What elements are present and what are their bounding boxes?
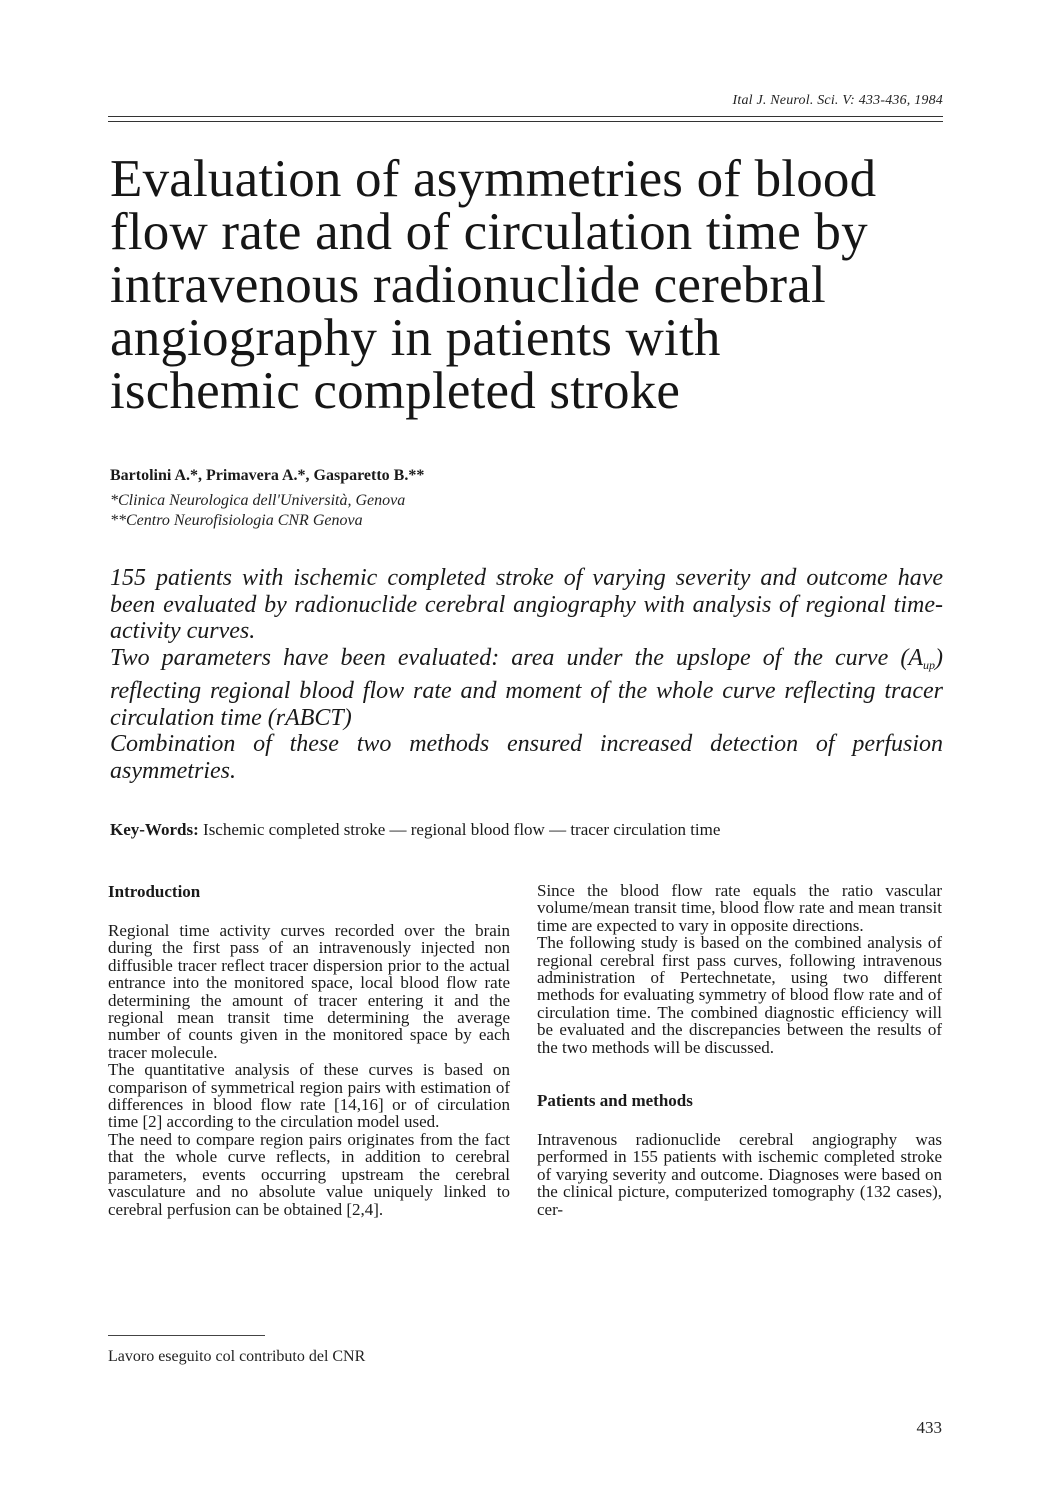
abstract-p2-start: Two parameters have been evaluated: area under the upslope of the curve (A — [110, 644, 923, 671]
title-line: ischemic completed stroke — [110, 362, 681, 420]
abstract-paragraph-3: Combination of these two methods ensured increased detection of perfusion asymmetries. — [110, 731, 943, 784]
introduction-paragraph: The quantitative analysis of these curves is based on comparison of symmetrical region pairs with estimation of differences in blood flow rate [14,16] or of circulation time [2] according to the circulation model used. — [108, 1060, 510, 1132]
page-number: 433 — [916, 1418, 942, 1437]
introduction-paragraph: The need to compare region pairs originates from the fact that the whole curve reflects, in addition to cerebral parameters, events occurring upstream the cerebral vasculature and no absolute value uniquely linked to cerebral perfusion can be obtained [2,4]. — [108, 1129, 510, 1219]
affiliation-1: *Clinica Neurologica dell'Università, Genova — [110, 492, 406, 509]
title-line: angiography in patients with — [110, 309, 721, 367]
footnote-rule — [108, 1335, 265, 1336]
right-column — [537, 882, 942, 1218]
patients-methods-heading: Patients and methods — [537, 1091, 693, 1111]
footnote: Lavoro eseguito col contributo del CNR — [108, 1348, 366, 1365]
body-paragraph: Intravenous radionuclide cerebral angiography was performed in 155 patients with ischemic completed stroke of varying severity and outcome. Diagnoses were based on the clinical picture, computerized tomography (132 cases), cer- — [537, 1130, 942, 1219]
keywords — [110, 820, 720, 840]
author-list: Bartolini A.*, Primavera A.*, Gasparetto B.** — [110, 467, 425, 484]
left-column — [108, 882, 510, 1218]
introduction-heading: Introduction — [108, 882, 201, 901]
abstract-p2-end: ) reflecting regional blood flow rate and moment of the whole curve reflecting tracer circulation time (rABCT) — [110, 644, 943, 731]
abstract-paragraph-1: 155 patients with ischemic completed stroke of varying severity and outcome have been evaluated by radionuclide cerebral angiography with analysis of regional time-activity curves. — [110, 565, 943, 644]
affiliation-2: **Centro Neurofisiologia CNR Genova — [110, 512, 363, 529]
title-line: intravenous radionuclide cerebral — [110, 256, 826, 314]
introduction-paragraph: Regional time activity curves recorded over the brain during the first pass of an intravenously injected non diffusible tracer reflect tracer dispersion prior to the actual entrance into the monitored space, local blood flow rate determining the amount of tracer entering it and the regional mean transit time determining the average number of counts given in the monitored space by each tracer molecule. — [108, 921, 510, 1062]
upslope-subscript: up — [923, 657, 935, 672]
title-line: flow rate and of circulation time by — [110, 203, 868, 261]
keywords-label: Key-Words: — [110, 820, 199, 839]
keywords-text: Ischemic completed stroke — regional blood flow — tracer circulation time — [203, 820, 721, 839]
title-line: Evaluation of asymmetries of blood — [110, 150, 877, 208]
abstract — [110, 565, 943, 784]
journal-reference: Ital J. Neurol. Sci. V: 433-436, 1984 — [732, 93, 943, 108]
abstract-paragraph-2 — [110, 645, 943, 732]
body-paragraph: Since the blood flow rate equals the ratio vascular volume/mean transit time, blood flow rate and mean transit time are expected to vary in opposite directions. — [537, 881, 942, 935]
header-rule-bottom — [108, 121, 943, 122]
header-rule-top — [108, 116, 943, 117]
body-paragraph: The following study is based on the combined analysis of regional cerebral first pass curves, following intravenous administration of Pertechnetate, using two different methods for evaluating symmetry of blood flow rate and of circulation time. The combined diagnostic efficiency will be evaluated and the discrepancies between the results of the two methods will be discussed. — [537, 933, 942, 1057]
article-title — [110, 150, 950, 420]
